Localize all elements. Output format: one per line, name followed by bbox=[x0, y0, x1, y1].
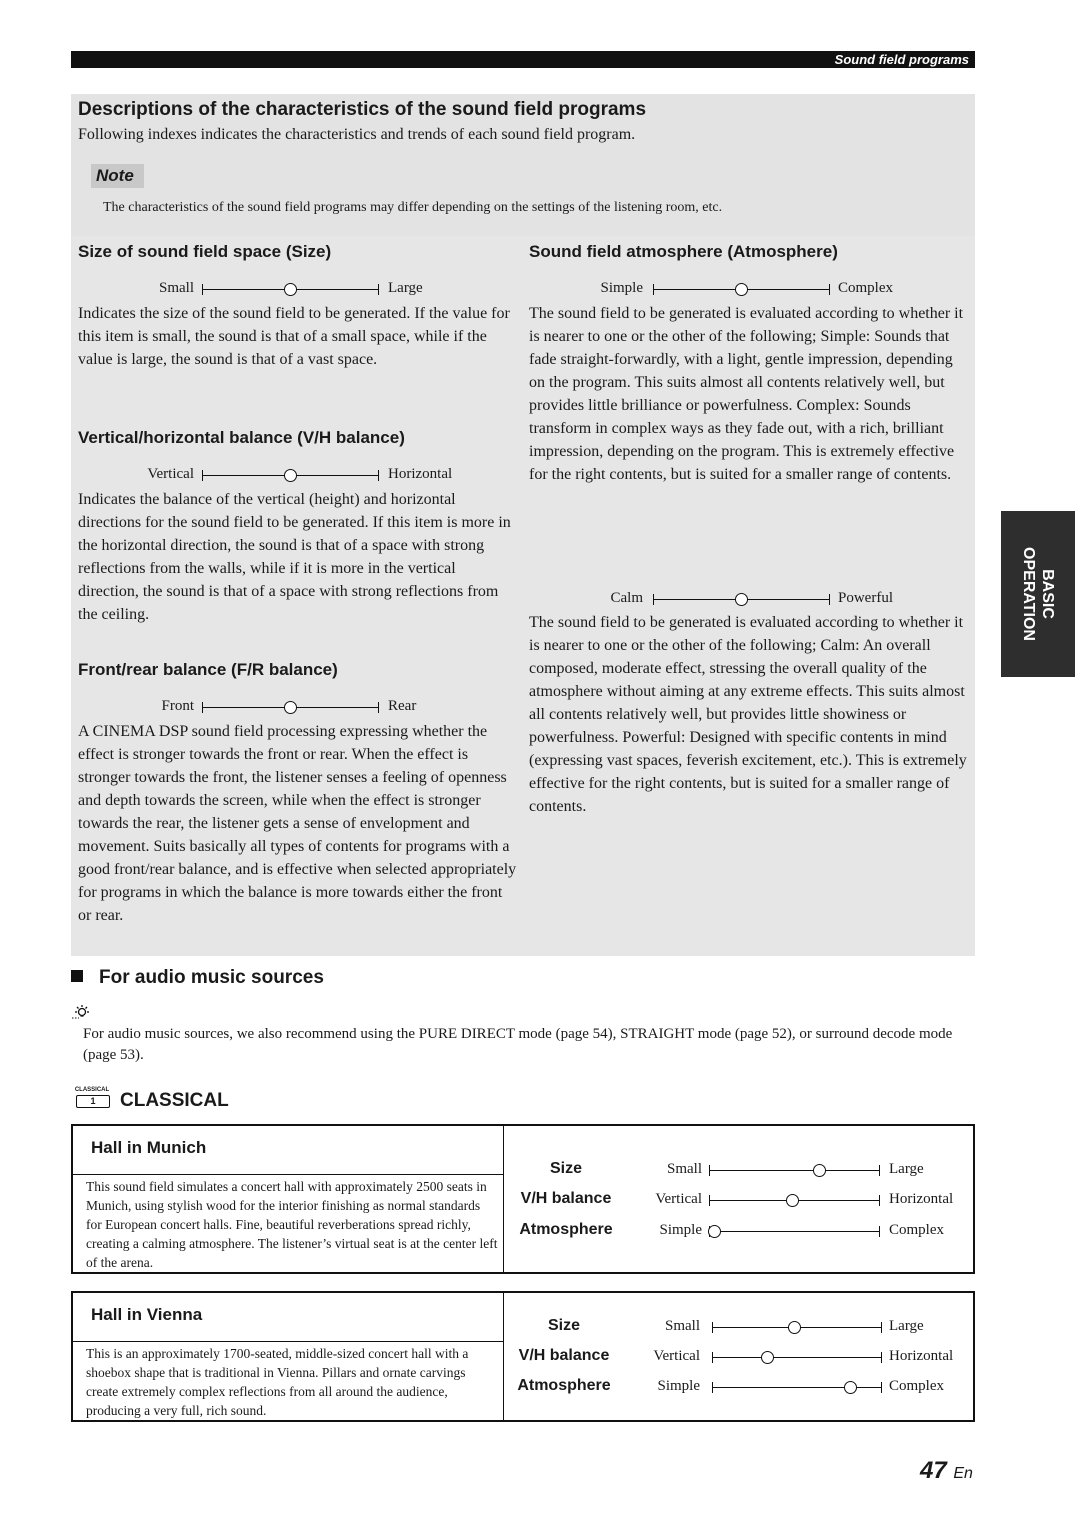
descriptions-intro: Following indexes indicates the characteristics and trends of each sound field program. bbox=[78, 126, 636, 143]
scale-high-label: Large bbox=[889, 1161, 924, 1177]
scale-low-label: Front bbox=[161, 698, 194, 714]
scale-high-label: Complex bbox=[838, 280, 893, 296]
page-number bbox=[920, 1457, 973, 1485]
classical-badge-icon bbox=[74, 1087, 110, 1111]
vh-section-text: Indicates the balance of the vertical (height) and horizontal directions for the sound field to be generated. If this item is more in the horizontal direction, the sound is that of a space with strong reflections from the walls, while if it is more in the vertical direction, the sound is that of a space with strong reflections from the ceiling. bbox=[78, 491, 511, 623]
scale-high-label: Rear bbox=[388, 698, 417, 714]
side-tab-label bbox=[1019, 547, 1057, 641]
param-scale-size bbox=[631, 1318, 971, 1336]
scale-knob bbox=[844, 1381, 857, 1394]
scale-knob bbox=[284, 701, 297, 714]
program-name: Hall in Vienna bbox=[91, 1305, 203, 1324]
header-bar bbox=[71, 51, 975, 68]
scale-track bbox=[712, 1357, 881, 1358]
atmosphere-text-2: The sound field to be generated is evaluated according to whether it is nearer to one or the other of the following; Calm: An overall composed, moderate effect, stressing the overall quality of the atmosphere without aiming at any extreme effects. This suits almost all contents relatively well, but provides little showiness or powerfulness. Powerful: Designed with specific contents in mind (expressing vast spaces, feverish excitement, etc.). This is extremely effective for the right contents, but is suited for a smaller range of contents. bbox=[529, 614, 967, 815]
scale-end-cap bbox=[378, 284, 379, 295]
fr-section-title: Front/rear balance (F/R balance) bbox=[78, 660, 338, 679]
scale-low-label: Simple bbox=[659, 1222, 702, 1238]
classical-title: CLASSICAL bbox=[120, 1090, 229, 1111]
scale-knob bbox=[708, 1225, 721, 1238]
program-hall-in-munich bbox=[71, 1124, 975, 1274]
scale-low-label: Vertical bbox=[655, 1191, 702, 1207]
scale-high-label: Horizontal bbox=[388, 466, 453, 482]
size-section-title: Size of sound field space (Size) bbox=[78, 242, 332, 261]
box-rule bbox=[73, 1174, 503, 1175]
scale-knob bbox=[284, 469, 297, 482]
scale-end-cap bbox=[378, 470, 379, 481]
scale-low-label: Simple bbox=[657, 1378, 700, 1394]
vh-scale bbox=[78, 466, 498, 484]
descriptions-title: Descriptions of the characteristics of the sound field programs bbox=[78, 99, 647, 120]
scale-end-cap bbox=[829, 284, 830, 295]
param-scale-atmosphere bbox=[631, 1378, 971, 1396]
page-language: En bbox=[953, 1465, 973, 1482]
param-label-vh: V/H balance bbox=[518, 1347, 610, 1364]
program-name: Hall in Munich bbox=[91, 1138, 207, 1157]
program-description: This is an approximately 1700-seated, middle-sized concert hall with a shoebox shape that is traditional in Vienna. Pillars and ornate carvings create extremely complex reflections from all around the audience, producing a very full, rich sound. bbox=[86, 1346, 469, 1418]
scale-track bbox=[709, 1231, 879, 1232]
atmosphere-scale-simple-complex bbox=[529, 280, 949, 298]
scale-end-cap bbox=[378, 702, 379, 713]
scale-high-label: Horizontal bbox=[889, 1348, 954, 1364]
scale-knob bbox=[761, 1351, 774, 1364]
scale-low-label: Small bbox=[664, 1318, 700, 1334]
scale-knob bbox=[735, 593, 748, 606]
param-label-size: Size bbox=[549, 1160, 582, 1177]
scale-end-cap bbox=[879, 1165, 880, 1176]
scale-end-cap bbox=[881, 1352, 882, 1363]
param-scale-atmosphere bbox=[633, 1222, 973, 1240]
scale-low-label: Small bbox=[666, 1161, 702, 1177]
param-label-vh: V/H balance bbox=[520, 1190, 612, 1207]
scale-high-label: Horizontal bbox=[889, 1191, 954, 1207]
size-section-text: Indicates the size of the sound field to be generated. If the value for this item is small, the sound is that of a small space, while if the value is large, the sound is that of a vast space. bbox=[78, 305, 510, 368]
atmosphere-text-1: The sound field to be generated is evaluated according to whether it is nearer to one or the other of the following; Simple: Sounds that fade straight-forwardly, with a light, gentle impression, depending on the program. This suits almost all contents relatively well, but provides little brilliance or powerfulness. Complex: Sounds transform in complex ways as they fade out, with a rich, brilliant impression, depending on the program. This is extremely effective for the right contents, but is suited for a smaller range of contents. bbox=[529, 305, 964, 483]
program-description: This sound field simulates a concert hall with approximately 2500 seats in Munich, using stylish wood for the interior finishing as normal standards for European concert halls. Fine, beautiful reverberations spread richly, creating a calming atmosphere. The listener’s virtual seat is at the center left of the arena. bbox=[86, 1179, 498, 1270]
scale-high-label: Complex bbox=[889, 1222, 944, 1238]
note-text: The characteristics of the sound field programs may differ depending on the settings of the listening room, etc. bbox=[103, 200, 723, 215]
side-tab bbox=[1001, 511, 1075, 677]
section-label: Sound field programs bbox=[834, 52, 969, 67]
param-scale-vh bbox=[633, 1191, 973, 1209]
box-rule bbox=[73, 1341, 503, 1342]
param-label-atmosphere: Atmosphere bbox=[517, 1377, 611, 1394]
param-scale-vh bbox=[631, 1348, 971, 1366]
scale-low-label: Simple bbox=[600, 280, 643, 296]
scale-low-label: Vertical bbox=[653, 1348, 700, 1364]
scale-high-label: Large bbox=[388, 280, 423, 296]
scale-end-cap bbox=[881, 1382, 882, 1393]
param-label-atmosphere: Atmosphere bbox=[519, 1221, 613, 1238]
scale-knob bbox=[788, 1321, 801, 1334]
scale-end-cap bbox=[879, 1195, 880, 1206]
audio-heading-text: For audio music sources bbox=[99, 967, 324, 988]
scale-end-cap bbox=[829, 594, 830, 605]
box-divider bbox=[503, 1126, 504, 1272]
atmosphere-section-title: Sound field atmosphere (Atmosphere) bbox=[529, 242, 838, 261]
scale-knob bbox=[786, 1194, 799, 1207]
scale-high-label: Powerful bbox=[838, 590, 893, 606]
size-scale bbox=[78, 280, 498, 298]
scale-low-label: Vertical bbox=[147, 466, 194, 482]
page-number-value: 47 bbox=[920, 1457, 947, 1484]
square-bullet-icon bbox=[71, 970, 83, 982]
vh-section-title: Vertical/horizontal balance (V/H balance) bbox=[78, 428, 405, 447]
scale-low-label: Calm bbox=[610, 590, 643, 606]
lightbulb-icon bbox=[71, 1004, 93, 1020]
badge-number: 1 bbox=[76, 1095, 110, 1108]
audio-tip-text: For audio music sources, we also recommend using the PURE DIRECT mode (page 54), STRAIGHT mode (page 52), or surround decode mode (page 53). bbox=[83, 1026, 953, 1063]
side-tab-line1: BASIC bbox=[1039, 569, 1056, 619]
scale-knob bbox=[735, 283, 748, 296]
param-scale-size bbox=[633, 1161, 973, 1179]
scale-end-cap bbox=[879, 1226, 880, 1237]
scale-track bbox=[709, 1170, 879, 1171]
scale-knob bbox=[284, 283, 297, 296]
fr-scale bbox=[78, 698, 498, 716]
scale-knob bbox=[813, 1164, 826, 1177]
param-label-size: Size bbox=[547, 1317, 580, 1334]
scale-end-cap bbox=[881, 1322, 882, 1333]
program-hall-in-vienna bbox=[71, 1291, 975, 1422]
note-label: Note bbox=[91, 164, 144, 188]
atmosphere-scale-calm-powerful bbox=[529, 590, 949, 608]
badge-caption: CLASSICAL bbox=[74, 1087, 110, 1093]
scale-low-label: Small bbox=[158, 280, 194, 296]
scale-high-label: Large bbox=[889, 1318, 924, 1334]
side-tab-line2: OPERATION bbox=[1020, 547, 1037, 641]
scale-high-label: Complex bbox=[889, 1378, 944, 1394]
audio-heading bbox=[71, 967, 324, 989]
fr-section-text: A CINEMA DSP sound field processing expressing whether the effect is stronger towards the front or rear. When the effect is stronger towards the front, the listener senses a feeling of openness and depth towards the screen, while when the effect is stronger towards the rear, the listener gets a sense of envelopment and movement. Suits basically all types of contents for programs with a good front/rear balance, and is effective when selected appropriately for programs in which the balance is more towards either the front or rear. bbox=[78, 723, 517, 924]
